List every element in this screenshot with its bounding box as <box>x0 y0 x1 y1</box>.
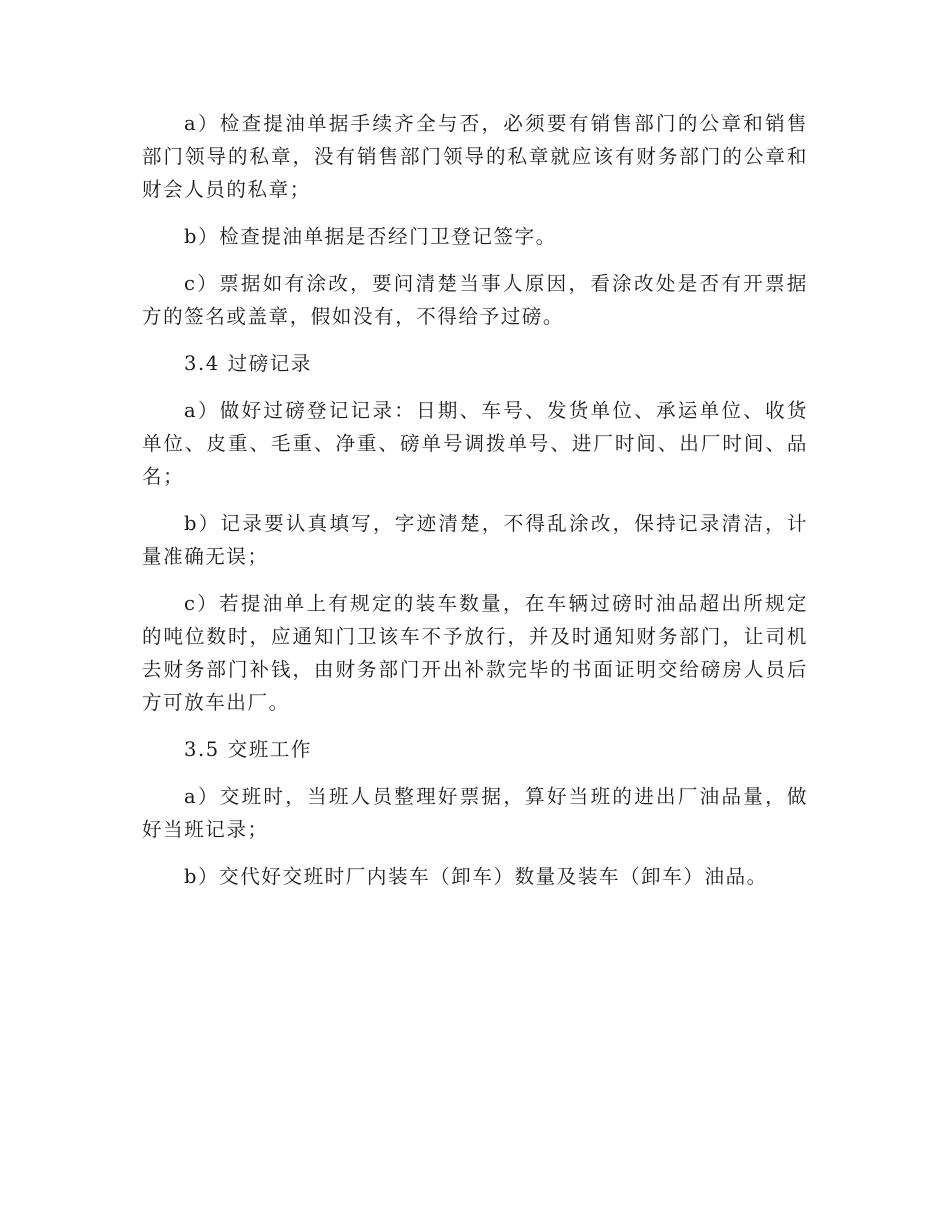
section-heading-3-5: 3.5 交班工作 <box>184 738 313 761</box>
paragraph-3-3-a: a）检查提油单据手续齐全与否，必须要有销售部门的公章和销售部门领导的私章，没有销售部门领导的私章就应该有财务部门的公章和财会人员的私章； <box>142 112 808 201</box>
paragraph-3-5-b: b）交代好交班时厂内装车（卸车）数量及装车（卸车）油品。 <box>184 865 768 888</box>
paragraph-3-5-a: a）交班时，当班人员整理好票据，算好当班的进出厂油品量，做好当班记录； <box>142 785 808 841</box>
paragraph-3-3-b: b）检查提油单据是否经门卫登记签字。 <box>184 225 557 248</box>
paragraph-3-4-a: a）做好过磅登记记录：日期、车号、发货单位、承运单位、收货单位、皮重、毛重、净重、磅单号调拨单号、进厂时间、出厂时间、品名； <box>142 399 808 488</box>
section-heading-3-4: 3.4 过磅记录 <box>184 352 313 375</box>
paragraph-3-4-b: b）记录要认真填写，字迹清楚，不得乱涂改，保持记录清洁，计量准确无误； <box>142 512 808 568</box>
paragraph-3-4-c: c）若提油单上有规定的装车数量，在车辆过磅时油品超出所规定的吨位数时，应通知门卫该车不予放行，并及时通知财务部门，让司机去财务部门补钱，由财务部门开出补款完毕的书面证明交给磅房人员后方可放车出厂。 <box>142 592 808 714</box>
paragraph-3-3-c: c）票据如有涂改，要问清楚当事人原因，看涂改处是否有开票据方的签名或盖章，假如没有，不得给予过磅。 <box>142 272 808 328</box>
document-page <box>142 107 808 907</box>
